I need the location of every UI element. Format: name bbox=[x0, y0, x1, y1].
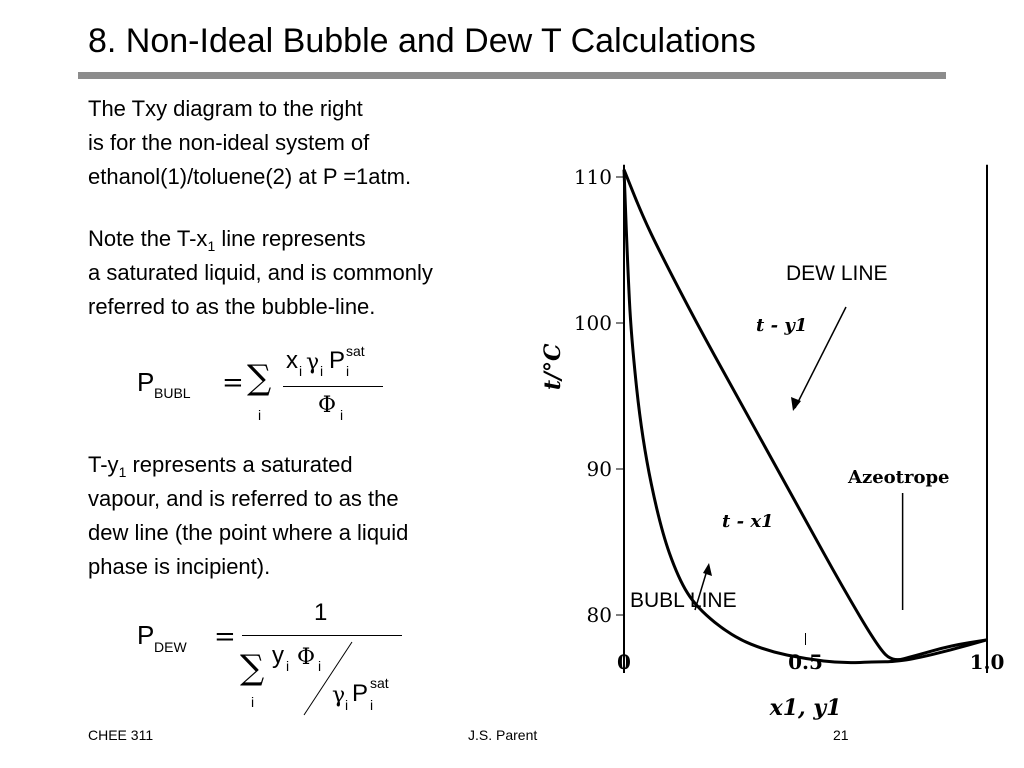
eq-dew-slash bbox=[300, 640, 360, 720]
bubble-curve-label: t - x1 bbox=[722, 511, 774, 532]
eq-bubl-x: x bbox=[286, 347, 298, 374]
eq-bubl-sum-index: i bbox=[258, 407, 262, 423]
footer-author: J.S. Parent bbox=[468, 727, 538, 743]
bubble-line-3: referred to as the bubble-line. bbox=[88, 294, 376, 319]
txy-diagram bbox=[520, 95, 1020, 720]
y-tick-label: 110 bbox=[573, 165, 612, 189]
dew-line-3: dew line (the point where a liquid bbox=[88, 520, 409, 545]
footer-course: CHEE 311 bbox=[88, 727, 154, 743]
slide-title: 8. Non-Ideal Bubble and Dew T Calculations bbox=[88, 22, 756, 60]
eq-bubl-fraction-bar bbox=[283, 386, 383, 387]
dew-line-2: vapour, and is referred to as the bbox=[88, 486, 399, 511]
dew-line-1-rest: represents a saturated bbox=[126, 452, 353, 477]
bubble-line-paragraph bbox=[88, 222, 433, 324]
bubble-line-2: a saturated liquid, and is commonly bbox=[88, 260, 433, 285]
dew-curve bbox=[624, 170, 987, 660]
eq-bubl-gamma: γ bbox=[306, 350, 320, 375]
eq-dew-subscript: DEW bbox=[154, 639, 187, 655]
dew-line-annotation: DEW LINE bbox=[786, 262, 888, 285]
eq-dew-phi: Φ bbox=[297, 645, 316, 670]
y-tick-label: 80 bbox=[586, 603, 612, 627]
eq-dew-sat: sat bbox=[370, 675, 389, 691]
eq-bubl-subscript: BUBL bbox=[154, 385, 191, 401]
bubble-line-1-subscript: 1 bbox=[207, 238, 216, 254]
eq-bubl-P: P bbox=[137, 367, 155, 397]
eq-bubl-x-i: i bbox=[299, 363, 303, 379]
eq-bubl-gamma-i: i bbox=[320, 363, 324, 379]
bubble-line-1-text: Note the T-x bbox=[88, 226, 208, 251]
y-tick-label: 90 bbox=[586, 457, 612, 481]
y-axis-label: t/°C bbox=[540, 343, 566, 391]
eq-bubl-Psat: P bbox=[329, 347, 346, 374]
dew-line-1-text: T-y bbox=[88, 452, 119, 477]
eq-bubl-phi-i: i bbox=[340, 407, 344, 423]
eq-dew-fraction-bar bbox=[242, 635, 402, 636]
x-tick-label: 0 bbox=[617, 650, 631, 674]
azeotrope-label: Azeotrope bbox=[848, 467, 950, 488]
eq-bubl-equals: = bbox=[222, 368, 244, 398]
eq-dew-gamma-i: i bbox=[345, 697, 349, 713]
eq-dew-phi-i: i bbox=[318, 658, 322, 674]
dew-line-1-subscript: 1 bbox=[118, 464, 127, 480]
footer-page-number: 21 bbox=[833, 727, 849, 743]
intro-line-2: is for the non-ideal system of bbox=[88, 130, 370, 155]
bubble-line-1 bbox=[88, 222, 433, 256]
intro-line-1: The Txy diagram to the right bbox=[88, 96, 363, 121]
eq-dew-gamma: γ bbox=[332, 683, 346, 708]
bubl-line-annotation: BUBL LINE bbox=[630, 589, 737, 612]
eq-dew-y: y bbox=[272, 642, 284, 669]
y-tick-label: 100 bbox=[573, 311, 612, 335]
bubble-line-1-rest: line represents bbox=[215, 226, 366, 251]
intro-line-3: ethanol(1)/toluene(2) at P =1atm. bbox=[88, 164, 412, 189]
dew-line-4: phase is incipient). bbox=[88, 554, 271, 579]
eq-dew-sum: ∑ bbox=[240, 648, 265, 688]
eq-dew-P: P bbox=[137, 620, 155, 650]
dew-line-paragraph bbox=[88, 448, 408, 584]
x-axis-label: x1, y1 bbox=[769, 695, 842, 720]
eq-dew-y-i: i bbox=[286, 658, 290, 674]
title-divider bbox=[78, 72, 946, 79]
x-tick-label: 1.0 bbox=[969, 650, 1005, 674]
bubl-arrow-head bbox=[703, 563, 712, 576]
dew-curve-label: t - y1 bbox=[756, 315, 808, 336]
eq-dew-numerator: 1 bbox=[314, 599, 328, 626]
eq-bubl-phi: Φ bbox=[318, 393, 337, 418]
eq-bubl-P-i: i bbox=[346, 363, 350, 379]
eq-bubl-sum: ∑ bbox=[247, 358, 272, 398]
intro-paragraph bbox=[88, 92, 411, 194]
eq-dew-equals: = bbox=[214, 622, 236, 652]
eq-dew-sum-index: i bbox=[251, 694, 255, 710]
eq-bubl-sat: sat bbox=[346, 343, 365, 359]
eq-dew-Psat: P bbox=[352, 680, 369, 707]
eq-dew-P-i: i bbox=[370, 697, 374, 713]
dew-line-1 bbox=[88, 448, 408, 482]
x-tick-label: 0.5 bbox=[788, 650, 823, 674]
